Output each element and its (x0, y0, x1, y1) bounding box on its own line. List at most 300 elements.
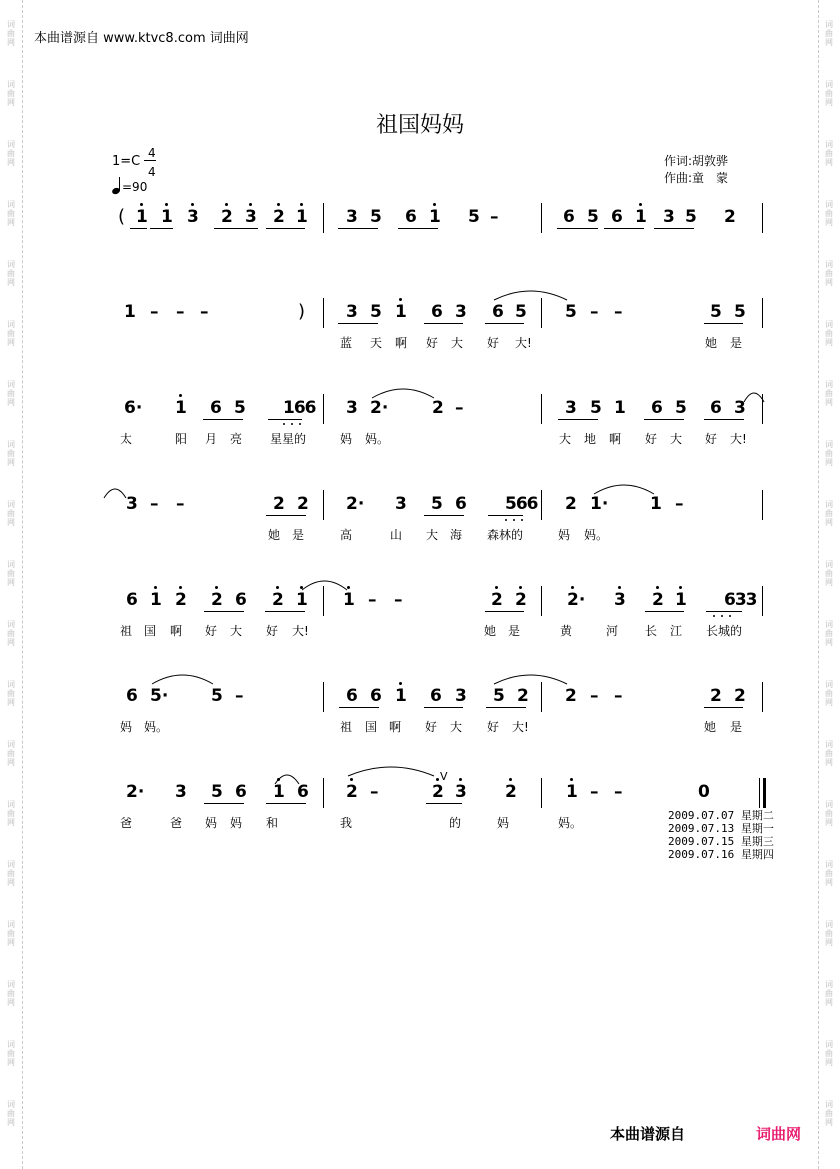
octave-dot-above (249, 203, 252, 206)
slur-arc (150, 668, 215, 688)
octave-dot-above (570, 778, 573, 781)
lyric: 她 (268, 528, 281, 542)
note: 5 (587, 207, 599, 227)
note: 1 (161, 207, 173, 227)
note: 5 (370, 302, 382, 322)
watermark-glyph: 词 曲 网 (7, 800, 15, 827)
note: 1 (635, 207, 647, 227)
lyric: 好 (487, 720, 500, 734)
beam-underline (339, 707, 379, 708)
note: 6 (235, 782, 247, 802)
lyric: 山 (390, 528, 403, 542)
note: 3 (346, 302, 358, 322)
lyric: 好 (705, 432, 718, 446)
footer-source: 本曲谱源自 (610, 1125, 686, 1143)
octave-dot-above (459, 778, 462, 781)
slur-arc (273, 768, 301, 788)
lyric: 蓝 (340, 336, 353, 350)
lyric: 大 (670, 432, 683, 446)
note: 2 (221, 207, 233, 227)
beam-underline (488, 515, 523, 516)
lyric: 的 (449, 816, 462, 830)
quarter-note-icon (112, 180, 122, 194)
beam-underline (485, 323, 524, 324)
octave-dot-above (618, 586, 621, 589)
song-title: 祖国妈妈 (375, 113, 464, 138)
note: 1 (395, 686, 407, 706)
note: 1 (614, 398, 626, 418)
repeat-bracket: ) (298, 301, 306, 322)
beam-underline (704, 707, 743, 708)
note: 6 (126, 590, 138, 610)
beam-underline (266, 228, 305, 229)
bar-line (323, 394, 324, 424)
beam-underline (424, 323, 463, 324)
octave-dot-above (277, 203, 280, 206)
watermark-glyph: 词 曲 网 (7, 380, 15, 407)
date-entry: 2009.07.07 星期二 (668, 809, 774, 822)
beam-underline (338, 228, 378, 229)
note: 5 (493, 686, 505, 706)
note: 6 (492, 302, 504, 322)
octave-dot-above (300, 203, 303, 206)
note: 3 (346, 398, 358, 418)
watermark-glyph: 词 曲 网 (7, 500, 15, 527)
repeat-bracket: ( (118, 206, 126, 227)
lyric: 阳 (175, 432, 188, 446)
octave-dot-below (291, 423, 293, 425)
watermark-glyph: 词 曲 网 (7, 1040, 15, 1067)
note: 6 (431, 302, 443, 322)
note: 2· (370, 398, 389, 418)
date-entry: 2009.07.15 星期三 (668, 835, 774, 848)
octave-dot-above (215, 586, 218, 589)
note: 5 (675, 398, 687, 418)
date-list (668, 809, 774, 861)
note: 6 (346, 686, 358, 706)
note: 6 (710, 398, 722, 418)
octave-dot-above (154, 586, 157, 589)
note: 2 (565, 494, 577, 514)
lyric: 妈。 (365, 432, 390, 446)
lyric: 好 (205, 624, 218, 638)
beam-underline (214, 228, 258, 229)
watermark-glyph: 词 曲 网 (825, 1040, 833, 1067)
note: 1 (136, 207, 148, 227)
lyric: 妈 (340, 432, 353, 446)
note: 2 (273, 207, 285, 227)
lyric: 大 (230, 624, 243, 638)
lyric: 亮 (230, 432, 243, 446)
watermark-glyph: 词 曲 网 (7, 980, 15, 1007)
lyric: 大 (559, 432, 572, 446)
watermark-glyph: 词 曲 网 (825, 620, 833, 647)
note: 2· (126, 782, 145, 802)
note: 3 (395, 494, 407, 514)
bar-line (323, 778, 324, 808)
lyric: 高 (340, 528, 353, 542)
lyric: 是 (292, 528, 305, 542)
score-line (0, 394, 840, 454)
watermark-glyph: 词 曲 网 (7, 560, 15, 587)
note: 6 (370, 686, 382, 706)
beam-underline (265, 611, 305, 612)
tempo-value: =90 (122, 180, 148, 194)
note: 1 (124, 302, 136, 322)
octave-dot-above (140, 203, 143, 206)
dash-note: – (394, 590, 403, 610)
note: 6 (455, 494, 467, 514)
beam-underline (706, 611, 742, 612)
octave-dot-below (505, 519, 507, 521)
octave-dot-below (513, 519, 515, 521)
octave-dot-above (433, 203, 436, 206)
note: 3 (126, 494, 138, 514)
note: 5 (590, 398, 602, 418)
note: 2 (346, 782, 358, 802)
watermark-glyph: 词 曲 网 (825, 500, 833, 527)
dash-note: – (200, 302, 209, 322)
source-header: 本曲谱源自 www.ktvc8.com 词曲网 (34, 31, 249, 46)
note: 2 (505, 782, 517, 802)
octave-dot-above (679, 586, 682, 589)
note: 5 (734, 302, 746, 322)
note: 5 (431, 494, 443, 514)
watermark-glyph: 词 曲 网 (7, 320, 15, 347)
octave-dot-below (283, 423, 285, 425)
note: 1 (273, 782, 285, 802)
note: 5 (685, 207, 697, 227)
lyric: 太 (120, 432, 133, 446)
note: 3 (455, 782, 467, 802)
beam-underline (704, 419, 744, 420)
bar-line (323, 298, 324, 328)
lyric: 好 (425, 720, 438, 734)
watermark-glyph: 词 曲 网 (7, 740, 15, 767)
octave-dot-above (509, 778, 512, 781)
note: 5 (565, 302, 577, 322)
lyric: 啊 (609, 432, 622, 446)
slur-arc (300, 574, 349, 594)
bar-line (541, 394, 542, 424)
note: 6 (405, 207, 417, 227)
dash-note: – (614, 686, 623, 706)
lyric: 祖 (340, 720, 353, 734)
tempo-marking (112, 180, 147, 194)
note: 6 (210, 398, 222, 418)
beam-underline (426, 803, 462, 804)
lyric: 江 (670, 624, 683, 638)
lyric: 大 (451, 336, 464, 350)
note: 3 (614, 590, 626, 610)
watermark-glyph: 词 曲 网 (825, 800, 833, 827)
score-line (0, 586, 840, 646)
watermark-glyph: 词 曲 网 (825, 980, 833, 1007)
octave-dot-below (521, 519, 523, 521)
note: 5 (370, 207, 382, 227)
beam-underline (204, 611, 244, 612)
watermark-glyph: 词 曲 网 (7, 80, 15, 107)
octave-dot-below (299, 423, 301, 425)
breath-mark: V (440, 770, 448, 783)
note: 1 (296, 207, 308, 227)
beam-underline (338, 323, 378, 324)
octave-dot-above (436, 778, 439, 781)
bar-line (541, 778, 542, 808)
lyric: 妈。 (144, 720, 169, 734)
note: 5 (515, 302, 527, 322)
lyric: 大 (426, 528, 439, 542)
watermark-glyph: 词 曲 网 (825, 200, 833, 227)
lyric: 好 (645, 432, 658, 446)
lyric: 大! (292, 624, 309, 638)
key-signature: 1=C (112, 154, 141, 169)
watermark-glyph: 词 曲 网 (825, 320, 833, 347)
score-line (0, 682, 840, 742)
lyric: 爸 (120, 816, 133, 830)
dash-note: – (235, 686, 244, 706)
lyric: 国 (144, 624, 157, 638)
watermark-glyph: 词 曲 网 (825, 440, 833, 467)
watermark-glyph: 词 曲 网 (825, 380, 833, 407)
beam-underline (266, 803, 306, 804)
note: 633 (724, 590, 757, 610)
note: 2 (710, 686, 722, 706)
bar-line (762, 586, 763, 616)
note: 2 (273, 494, 285, 514)
lyric: 好 (266, 624, 279, 638)
note: 2 (432, 782, 444, 802)
lyric: 月 (205, 432, 218, 446)
note: 6 (430, 686, 442, 706)
watermark-glyph: 词 曲 网 (825, 860, 833, 887)
lyric: 是 (730, 336, 743, 350)
note: 6 (651, 398, 663, 418)
watermark-glyph: 词 曲 网 (825, 1100, 833, 1127)
lyric: 她 (484, 624, 497, 638)
slur-arc (102, 482, 128, 502)
lyricist-credit: 作词:胡敦骅 (664, 154, 729, 168)
watermark-glyph: 词 曲 网 (825, 740, 833, 767)
lyric: 海 (450, 528, 463, 542)
lyric: 妈。 (584, 528, 609, 542)
bar-line (323, 490, 324, 520)
note: 3 (346, 207, 358, 227)
beam-underline (486, 707, 526, 708)
lyric: 天 (370, 336, 383, 350)
lyric: 大! (512, 720, 529, 734)
dash-note: – (150, 494, 159, 514)
lyric: 妈 (497, 816, 510, 830)
beam-underline (604, 228, 644, 229)
beam-underline (558, 419, 598, 420)
lyric: 妈 (558, 528, 571, 542)
note: 2 (565, 686, 577, 706)
lyric: 她 (704, 720, 717, 734)
bar-line (541, 586, 542, 616)
note: 1· (590, 494, 609, 514)
bar-line (762, 682, 763, 712)
note: 5 (468, 207, 480, 227)
lyric: 大! (730, 432, 747, 446)
note: 1 (650, 494, 662, 514)
beam-underline (644, 419, 684, 420)
watermark-glyph: 词 曲 网 (7, 440, 15, 467)
note: 5 (211, 686, 223, 706)
note: 1 (296, 590, 308, 610)
lyric: 祖 (120, 624, 133, 638)
note: 2· (346, 494, 365, 514)
watermark-glyph: 词 曲 网 (825, 920, 833, 947)
lyric: 妈。 (558, 816, 583, 830)
note: 1 (566, 782, 578, 802)
octave-dot-below (729, 615, 731, 617)
dash-note: – (150, 302, 159, 322)
lyric: 森林的 (487, 528, 524, 542)
lyric: 她 (705, 336, 718, 350)
watermark-glyph: 词 曲 网 (7, 1100, 15, 1127)
lyric: 好 (487, 336, 500, 350)
lyric: 好 (426, 336, 439, 350)
score-line (0, 203, 840, 263)
lyric: 河 (606, 624, 619, 638)
slur-arc (492, 668, 569, 688)
dash-note: – (614, 782, 623, 802)
note: 1 (675, 590, 687, 610)
lyric: 国 (365, 720, 378, 734)
beam-underline (204, 803, 244, 804)
octave-dot-above (519, 586, 522, 589)
octave-dot-above (495, 586, 498, 589)
note: 6 (235, 590, 247, 610)
octave-dot-above (639, 203, 642, 206)
beam-underline (704, 323, 743, 324)
note: 6 (297, 782, 309, 802)
note: 3 (175, 782, 187, 802)
lyric: 长 (645, 624, 658, 638)
score-line (0, 298, 840, 358)
dash-note: – (490, 207, 499, 227)
note: 3 (734, 398, 746, 418)
note: 3 (565, 398, 577, 418)
bar-line (762, 203, 763, 233)
watermark-glyph: 词 曲 网 (825, 80, 833, 107)
note: 0 (698, 782, 710, 802)
watermark-glyph: 词 曲 网 (7, 620, 15, 647)
beam-underline (266, 515, 306, 516)
octave-dot-below (713, 615, 715, 617)
watermark-glyph: 词 曲 网 (7, 140, 15, 167)
octave-dot-above (191, 203, 194, 206)
watermark-glyph: 词 曲 网 (7, 920, 15, 947)
dash-note: – (176, 494, 185, 514)
beam-underline (424, 707, 463, 708)
time-signature-bottom: 4 (148, 165, 156, 179)
watermark-glyph: 词 曲 网 (825, 260, 833, 287)
date-entry: 2009.07.13 星期一 (668, 822, 774, 835)
watermark-glyph: 词 曲 网 (7, 20, 15, 47)
watermark-glyph: 词 曲 网 (825, 560, 833, 587)
lyric: 妈 (120, 720, 133, 734)
note: 6 (563, 207, 575, 227)
note: 566 (505, 494, 538, 514)
dash-note: – (455, 398, 464, 418)
note: 3 (455, 686, 467, 706)
time-signature-line (144, 160, 156, 161)
note: 3 (663, 207, 675, 227)
note: 6· (124, 398, 143, 418)
watermark-glyph: 词 曲 网 (7, 260, 15, 287)
note: 3 (245, 207, 257, 227)
note: 166 (283, 398, 316, 418)
time-signature-top: 4 (148, 146, 156, 160)
note: 2 (175, 590, 187, 610)
beam-underline (654, 228, 694, 229)
slur-arc (742, 386, 766, 406)
dash-note: – (176, 302, 185, 322)
note: 3 (455, 302, 467, 322)
octave-dot-above (399, 298, 402, 301)
note: 2 (515, 590, 527, 610)
note: 6 (126, 686, 138, 706)
note: 2 (652, 590, 664, 610)
watermark-glyph: 词 曲 网 (825, 20, 833, 47)
note: 2 (724, 207, 736, 227)
beam-underline (203, 419, 243, 420)
beam-underline (398, 228, 438, 229)
lyric: 我 (340, 816, 353, 830)
composer-credit: 作曲:童 蒙 (664, 171, 729, 185)
beam-underline (130, 228, 147, 229)
note: 2· (567, 590, 586, 610)
bar-line (762, 490, 763, 520)
watermark-glyph: 词 曲 网 (825, 140, 833, 167)
beam-underline (424, 515, 464, 516)
lyric: 是 (508, 624, 521, 638)
note: 6 (611, 207, 623, 227)
lyric: 大! (515, 336, 532, 350)
note: 2 (432, 398, 444, 418)
note: 2 (272, 590, 284, 610)
note: 2 (211, 590, 223, 610)
note: 5 (234, 398, 246, 418)
lyric: 妈 (230, 816, 243, 830)
lyric: 妈 (205, 816, 218, 830)
slur-arc (492, 284, 569, 304)
note: 5 (211, 782, 223, 802)
note: 1 (395, 302, 407, 322)
final-bar-thin (759, 778, 760, 808)
note: 5· (150, 686, 169, 706)
beam-underline (268, 419, 302, 420)
lyric: 地 (584, 432, 597, 446)
watermark-glyph: 词 曲 网 (825, 680, 833, 707)
note: 2 (734, 686, 746, 706)
bar-line (323, 682, 324, 712)
note: 1 (429, 207, 441, 227)
lyric: 黄 (560, 624, 573, 638)
watermark-glyph: 词 曲 网 (7, 680, 15, 707)
beam-underline (557, 228, 598, 229)
bar-line (323, 203, 324, 233)
dash-note: – (590, 782, 599, 802)
beam-underline (150, 228, 173, 229)
watermark-glyph: 词 曲 网 (7, 200, 15, 227)
date-entry: 2009.07.16 星期四 (668, 848, 774, 861)
lyric: 星星的 (270, 432, 307, 446)
dash-note: – (368, 590, 377, 610)
note: 5 (710, 302, 722, 322)
